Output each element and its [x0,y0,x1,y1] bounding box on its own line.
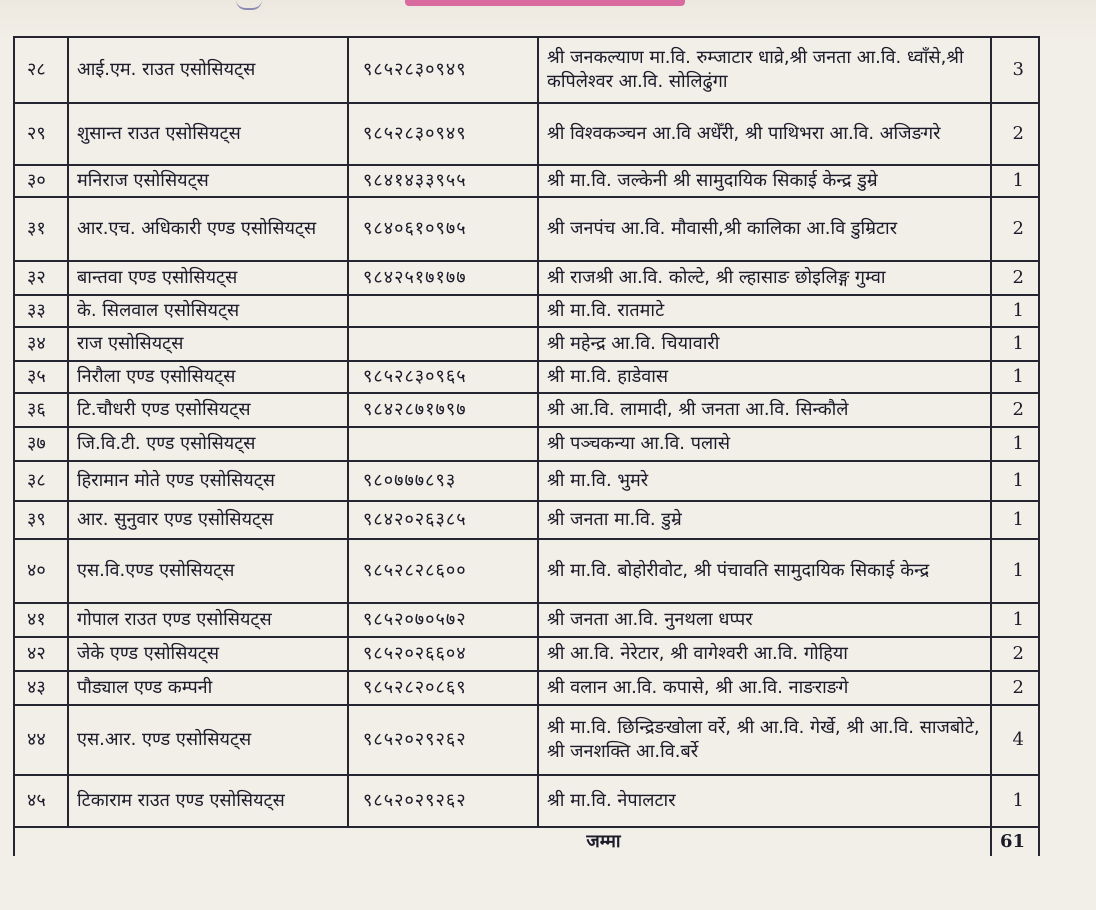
serial-number: ४१ [14,603,68,637]
serial-number: ३३ [14,295,68,327]
firm-name: पौड्याल एण्ड कम्पनी [68,671,348,705]
schools-list: श्री मा.वि. भुमरे [538,461,991,501]
serial-number: २९ [14,103,68,165]
table-row [14,197,1039,261]
firm-name: गोपाल राउत एण्ड एसोसियट्स [68,603,348,637]
firm-name: जि.वि.टी. एण्ड एसोसियट्स [68,427,348,461]
phone-number: ९८५२८२८६०० [348,539,538,603]
phone-number: ९८४१४३३९५५ [348,165,538,197]
total-value: 61 [991,827,1039,856]
school-count: 1 [991,775,1039,827]
firm-name: निरौला एण्ड एसोसियट्स [68,361,348,393]
serial-number: ३२ [14,261,68,295]
serial-number: ३१ [14,197,68,261]
serial-number: ३५ [14,361,68,393]
table-row [14,501,1039,539]
serial-number: ३९ [14,501,68,539]
table-row [14,37,1039,103]
school-count: 1 [991,295,1039,327]
table-row [14,361,1039,393]
phone-number: ९८५२०७०५७२ [348,603,538,637]
school-count: 2 [991,393,1039,427]
table-row [14,427,1039,461]
phone-number: ९८५२८२०८६९ [348,671,538,705]
firm-name: एस.आर. एण्ड एसोसियट्स [68,705,348,775]
firm-name: आई.एम. राउत एसोसियट्स [68,37,348,103]
table-row [14,295,1039,327]
school-count: 2 [991,637,1039,671]
phone-number: ९८५२०२६६०४ [348,637,538,671]
serial-number: ३८ [14,461,68,501]
phone-number: ९८५२८३०९४९ [348,103,538,165]
serial-number: ४० [14,539,68,603]
serial-number: ४४ [14,705,68,775]
phone-number: ९८४२५१७१७७ [348,261,538,295]
school-count: 1 [991,361,1039,393]
serial-number: २८ [14,37,68,103]
school-count: 1 [991,165,1039,197]
school-count: 4 [991,705,1039,775]
serial-number: ३६ [14,393,68,427]
phone-number: ९८५२०२९२६२ [348,705,538,775]
table-row [14,261,1039,295]
firm-name: बान्तवा एण्ड एसोसियट्स [68,261,348,295]
school-count: 1 [991,327,1039,361]
phone-number: ९८४२०२६३८५ [348,501,538,539]
school-count: 2 [991,261,1039,295]
school-count: 2 [991,103,1039,165]
firm-name: जेके एण्ड एसोसियट्स [68,637,348,671]
school-count: 1 [991,461,1039,501]
firm-name: टिकाराम राउत एण्ड एसोसियट्स [68,775,348,827]
schools-list: श्री जनकल्याण मा.वि. रुम्जाटार धाव्रे,श्री जनता आ.वि. ध्वाँसे,श्री कपिलेश्वर आ.वि. सोलिढुंगा [538,37,991,103]
firm-name: मनिराज एसोसियट्स [68,165,348,197]
school-count: 1 [991,539,1039,603]
paper-top-edge [0,0,1096,40]
phone-number [348,295,538,327]
schools-list: श्री महेन्द्र आ.वि. चियावारी [538,327,991,361]
firm-name: शुसान्त राउत एसोसियट्स [68,103,348,165]
phone-number: ९८५२०२९२६२ [348,775,538,827]
firm-name: आर. सुनुवार एण्ड एसोसियट्स [68,501,348,539]
schools-list: श्री विश्वकञ्चन आ.वि अधेँरी, श्री पाथिभरा आ.वि. अजिङगरे [538,103,991,165]
firm-name: एस.वि.एण्ड एसोसियट्स [68,539,348,603]
table-body [14,37,1039,856]
schools-list: श्री मा.वि. बोहोरीवोट, श्री पंचावति सामुदायिक सिकाई केन्द्र [538,539,991,603]
pen-scribble [236,0,262,10]
table-row [14,327,1039,361]
schools-list: श्री मा.वि. जल्केनी श्री सामुदायिक सिकाई केन्द्र डुम्रे [538,165,991,197]
table-row [14,705,1039,775]
schools-list: श्री जनता आ.वि. नुनथला धप्पर [538,603,991,637]
firm-name: हिरामान मोते एण्ड एसोसियट्स [68,461,348,501]
serial-number: ३४ [14,327,68,361]
school-count: 1 [991,427,1039,461]
table-row [14,775,1039,827]
table-row [14,603,1039,637]
firm-name: आर.एच. अधिकारी एण्ड एसोसियट्स [68,197,348,261]
school-count: 1 [991,603,1039,637]
phone-number: ९८४२८७१७९७ [348,393,538,427]
firm-name: राज एसोसियट्स [68,327,348,361]
schools-list: श्री पञ्चकन्या आ.वि. पलासे [538,427,991,461]
phone-number: ९८५२८३०९४९ [348,37,538,103]
schools-list: श्री आ.वि. लामादी, श्री जनता आ.वि. सिन्कौले [538,393,991,427]
schools-list: श्री मा.वि. नेपालटार [538,775,991,827]
phone-number [348,327,538,361]
school-count: 3 [991,37,1039,103]
table-row [14,637,1039,671]
total-row [14,827,1039,856]
schools-list: श्री मा.वि. हाडेवास [538,361,991,393]
firm-name: के. सिलवाल एसोसियट्स [68,295,348,327]
serial-number: ३७ [14,427,68,461]
schools-list: श्री जनपंच आ.वि. मौवासी,श्री कालिका आ.वि डुम्रिटार [538,197,991,261]
table-row [14,393,1039,427]
consultant-school-table [13,36,1040,856]
school-count: 1 [991,501,1039,539]
serial-number: ४२ [14,637,68,671]
phone-number: ९८०७७७८९३ [348,461,538,501]
table-row [14,539,1039,603]
schools-list: श्री राजश्री आ.वि. कोल्टे, श्री ल्हासाङ छोइलिङ्ग गुम्वा [538,261,991,295]
schools-list: श्री मा.वि. छिन्द्रिङखोला वर्रे, श्री आ.वि. गेर्खे, श्री आ.वि. साजबोटे, श्री जनशक्ति आ.वि.बर्रे [538,705,991,775]
table-row [14,165,1039,197]
phone-number: ९८४०६१०९७५ [348,197,538,261]
phone-number: ९८५२८३०९६५ [348,361,538,393]
schools-list: श्री मा.वि. रातमाटे [538,295,991,327]
school-count: 2 [991,197,1039,261]
table-row [14,461,1039,501]
table-row [14,103,1039,165]
firm-name: टि.चौधरी एण्ड एसोसियट्स [68,393,348,427]
serial-number: ४३ [14,671,68,705]
schools-list: श्री जनता मा.वि. डुम्रे [538,501,991,539]
schools-list: श्री वलान आ.वि. कपासे, श्री आ.वि. नाङराङगे [538,671,991,705]
schools-list: श्री आ.वि. नेरेटार, श्री वागेश्वरी आ.वि. गोहिया [538,637,991,671]
school-count: 2 [991,671,1039,705]
serial-number: ४५ [14,775,68,827]
table-row [14,671,1039,705]
serial-number: ३० [14,165,68,197]
phone-number [348,427,538,461]
pink-cover-strip [405,0,685,6]
total-label: जम्मा [14,827,991,856]
